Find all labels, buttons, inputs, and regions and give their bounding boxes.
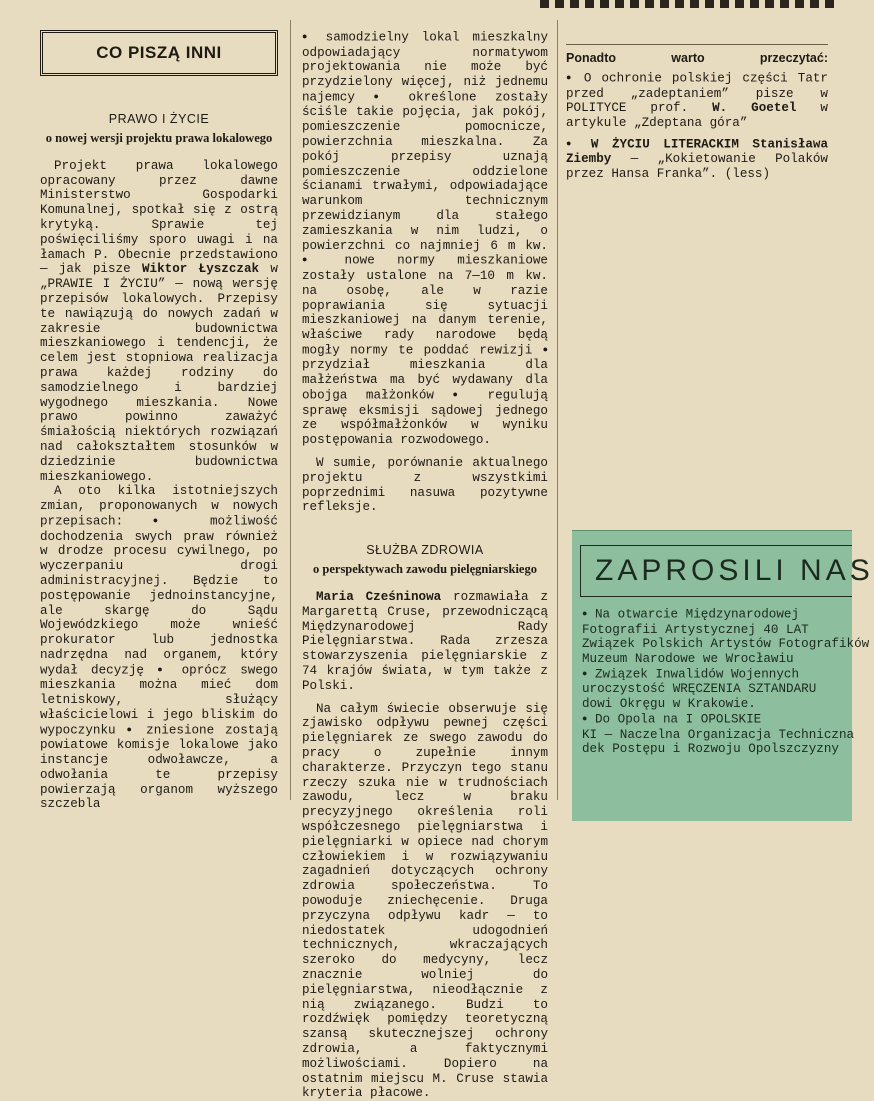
bullet-icon: ● [582, 668, 588, 679]
article-subtitle: o nowej wersji projektu prawa lokalowego [45, 131, 273, 145]
author-name: Wiktor Łyszczak [141, 262, 260, 277]
article-title: PRAWO I ŻYCIE [108, 112, 210, 126]
article-paragraph: Maria Cześninowa rozmawiała z Margarettą Cruse, przewodniczącą Międzynarodowej Rady Pielęgniarstwa. Rada zrzesza stowarzyszenia pielęgniarskie z 74 krajów świata, w tym także z Polski. [302, 590, 549, 693]
bullet-icon: ● [452, 390, 469, 401]
bullet-icon: ● [302, 255, 323, 266]
invitations-title: ZAPROSILI NAS [580, 545, 852, 597]
article-subtitle: o perspektywach zawodu pielęgniarskiego [313, 562, 537, 577]
column-3 [566, 30, 840, 182]
bullet-icon: ● [582, 714, 588, 725]
invitations-text: ● Na otwarcie Międzynarodowej Fotografii Artystycznej 40 LAT Związek Polskich Artystów Fotografików Muzeum Narodowe we Wrocławiu ● Związek Inwalidów Wojennych uroczystość WRĘCZENIA SZTANDARU dowi Okręgu w Krakowie. ● Do Opola na I OPOLSKIE KI — Naczelna Organizacja Techniczna dek Postępu i Rozwoju Opolszczyzny [582, 607, 870, 757]
article-paragraph: W sumie, porównanie aktualnego projektu z wszystkimi poprzednimi nasuwa pozytywne refleksje. [302, 455, 548, 515]
bullet-icon: ● [582, 609, 588, 619]
bullet-icon: ● [566, 73, 574, 83]
bullet-icon: ● [157, 664, 169, 675]
author-name: Stanisława Ziemby [566, 137, 828, 167]
column-divider [557, 20, 558, 800]
bullet-icon: ● [152, 516, 181, 526]
bullet-icon: ● [302, 32, 313, 42]
article-title: SŁUŻBA ZDROWIA [366, 543, 484, 558]
top-decorative-rule [540, 0, 840, 8]
article-paragraph-continued: ● samodzielny lokal mieszkalny odpowiadający normatywom projektowania nie może być przydzielony więcej, niż jednemu najemcy ● określone zostały ściśle takie pojęcia, jak pokój, pomieszczenie pomocnicze, powierzchnia mieszkalna. Za pokój przepisy uznają pomieszczenie oddzielone ścianami trwałymi, odpowiadające warunkom technicznym przewidzianym dla stałego zamieszkania w nim ludzi, o powierzchni co najmniej 6 m kw. ● nowe normy mieszkaniowe zostały ustalone na 7—10 m kw. na osobę, ale w razie poprawiania się sytuacji mieszkaniowej na danym terenie, właściwe rady narodowe będą mogły normy te poddać rewizji ● przydział mieszkania dla małżeństwa ma być wydawany dla obojga małżonków ● regulują sprawę eksmisji sądowej jednego ze współmałżonków w wyniku postępowania rozwodowego. [302, 30, 548, 448]
further-reading-header: Ponadto warto przeczytać: [566, 44, 828, 65]
further-reading-item: ● O ochronie polskiej części Tatr przed „zadeptaniem” pisze w POLITYCE prof. W. Goetel w artykule „Zdeptana góra” [566, 71, 828, 131]
bullet-icon: ● [373, 91, 390, 102]
column-1 [40, 30, 278, 812]
invitations-box [572, 530, 874, 821]
article-paragraph: A oto kilka istotniejszych zmian, proponowanych w nowych przepisach: ● możliwość dochodzenia swych praw również w drodze procesu cywilnego, po wyczerpaniu drogi administracyjnej. Będzie to postępowanie jednoinstancyjne, ale skargę do Sądu Wojewódzkiego może wnieść prokurator lub jednostka nadrzędna nad organem, który wydał decyzję ● oprócz swego mieszkania można mieć dom letniskowy, służący właścicielowi i jego bliskim do wypoczynku ● zniesione zostają powiatowe komisje lokalowe jako instancje odwoławcze, a odwołania te przepisy powierzają organom wyższego szczebla [40, 484, 278, 812]
bullet-icon: ● [126, 724, 136, 735]
author-name: Maria Cześninowa [316, 590, 442, 605]
author-name: W. Goetel [712, 101, 797, 116]
bullet-icon: ● [566, 138, 578, 149]
column-2 [302, 30, 548, 1101]
article-paragraph: Projekt prawa lokalowego opracowany przez dawne Ministerstwo Gospodarki Komunalnej, spotkał się z ostrą krytyką. Sprawie tej poświęciliśmy sporo uwagi i na łamach P. Obecnie przedstawiono — jak pisze Wiktor Łyszczak w „PRAWIE I ŻYCIU” — nową wersję przepisów lokalowych. Przepisy te nawiązują do nowych zadań w zakresie budownictwa mieszkaniowego i tendencji, że celem jest stopniowa realizacja prawa każdej rodziny do samodzielnego i bardziej wygodnego mieszkania. Nowe prawo powinno zaważyć śmiałością niektórych rozwiązań nad całokształtem stosunków w dziedzinie budownictwa mieszkaniowego. [40, 158, 278, 484]
section-header-box: CO PISZĄ INNI [40, 30, 278, 76]
further-reading-item: ● W ŻYCIU LITERACKIM Stanisława Ziemby — „Kokietowanie Polaków przez Hansa Franka”. (less) [566, 137, 828, 182]
bullet-icon: ● [542, 344, 548, 355]
column-divider [290, 20, 291, 800]
article-paragraph: Na całym świecie obserwuje się zjawisko odpływu pewnej części pielęgniarek ze swego zawodu do pracy o zupełnie innym charakterze. Przyczyn tego stanu rzeczy szuka nie w trudnościach zawodu, lecz w braku precyzyjnego określenia roli współczesnego pielęgniarstwa i pielęgniarki w opiece nad chorym człowiekiem i w rozwiązywaniu zagadnień dotyczących ochrony zdrowia społeczeństwa. To powoduje zniechęcenie. Druga przyczyna odpływu kadr — to niedostatek udogodnień technicznych, wkraczających szeroko do medycyny, lecz znacznie wolniej do pielęgniarstwa, nieodłącznie z nią związanego. Budzi to rozdźwięk pomiędzy teoretyczną szansą skutecznejszej ochrony zdrowia, a faktycznymi możliwościami. Dopiero na ostatnim miejscu M. Cruse stawia kryteria płacowe. [302, 701, 548, 1101]
